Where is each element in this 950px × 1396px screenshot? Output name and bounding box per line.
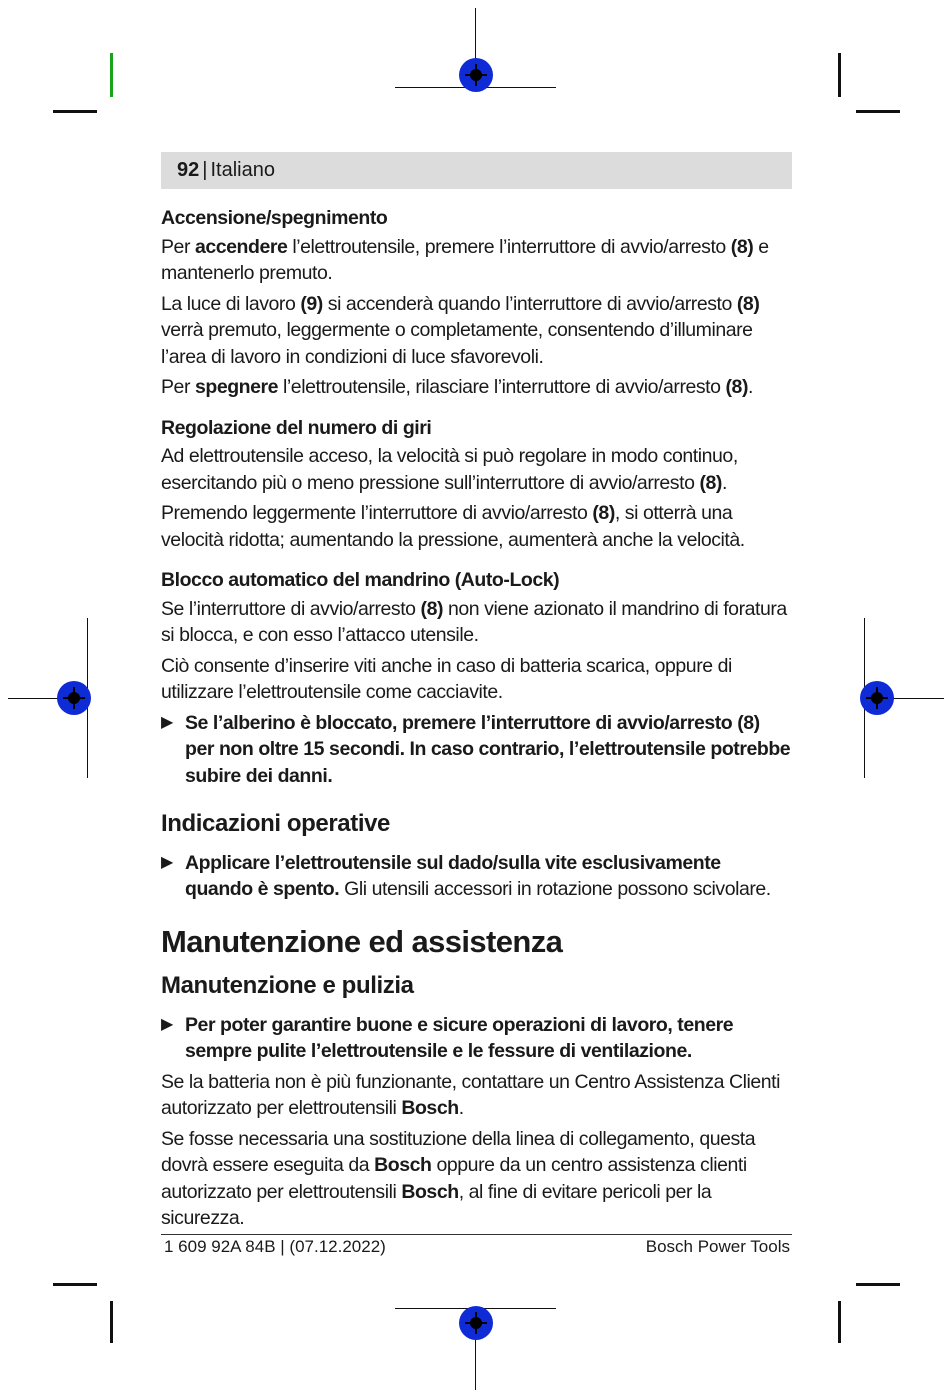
chapter-title-maintenance: Manutenzione ed assistenza xyxy=(161,923,563,959)
crop-mark-bottom-right-vertical xyxy=(838,1301,841,1343)
registration-mark-right-icon xyxy=(860,681,894,715)
crop-mark-bottom-right-horizontal xyxy=(856,1283,900,1286)
bullet-triangle-icon: ▶ xyxy=(161,713,173,731)
paragraph-switch-on: Per accendere l’elettroutensile, premere l’interruttore di avvio/arresto (8) e mantenerlo premuto. xyxy=(161,235,769,284)
page-number: 92 xyxy=(177,159,200,181)
section-title-autolock: Blocco automatico del mandrino (Auto-Lock) xyxy=(161,569,560,591)
bullet-cleaning: ▶ Per poter garantire buone e sicure operazioni di lavoro, tenere sempre pulite l’elettroutensile e le fessure di ventilazione. xyxy=(161,1013,734,1062)
footer-brand: Bosch Power Tools xyxy=(645,1237,790,1256)
paragraph-autolock-2: Ciò consente d’inserire viti anche in caso di batteria scarica, oppure di utilizzare l’elettroutensile come cacciavite. xyxy=(161,654,732,703)
crop-mark-top-left-vertical xyxy=(110,53,113,97)
paragraph-autolock-1: Se l’interruttore di avvio/arresto (8) non viene azionato il mandrino di foratura si blocca, e con esso l’attacco utensile. xyxy=(161,597,787,646)
bullet-operating: ▶ Applicare l’elettroutensile sul dado/sulla vite esclusivamente quando è spento. Gli utensili accessori in rotazione possono scivolare. xyxy=(161,851,771,900)
page-header xyxy=(161,152,792,189)
crop-mark-bottom-left-vertical xyxy=(110,1301,113,1343)
crop-mark-top-right-vertical xyxy=(838,53,841,97)
header-separator: | xyxy=(202,159,208,181)
paragraph-cable-replacement: Se fosse necessaria una sostituzione della linea di collegamento, questa dovrà essere eseguita da Bosch oppure da un centro assistenza clienti autorizzato per elettroutensili Bosch, al fine di evitare pericoli per la sicurezza. xyxy=(161,1127,756,1229)
bullet-triangle-icon: ▶ xyxy=(161,1015,173,1033)
section-title-speed: Regolazione del numero di giri xyxy=(161,416,432,439)
paragraph-speed-2: Premendo leggermente l’interruttore di avvio/arresto (8), si otterrà una velocità ridotta; aumentando la pressione, aumenterà anche la velocità. xyxy=(161,502,745,551)
crop-mark-bottom-left-horizontal xyxy=(53,1283,97,1286)
section-title-operating: Indicazioni operative xyxy=(161,810,390,837)
registration-mark-left-icon xyxy=(57,681,91,715)
bullet-triangle-icon: ▶ xyxy=(161,853,173,871)
warning-autolock: ▶ Se l’alberino è bloccato, premere l’interruttore di avvio/arresto (8) per non oltre 15 secondi. In caso contrario, l’elettroutensile potrebbe subire dei danni. xyxy=(161,711,791,787)
section-title-switch: Accensione/spegnimento xyxy=(161,207,388,229)
section-title-cleaning: Manutenzione e pulizia xyxy=(161,972,414,999)
registration-mark-top-icon xyxy=(459,58,493,92)
registration-mark-bottom-icon xyxy=(459,1306,493,1340)
crop-mark-top-left-horizontal xyxy=(53,110,97,113)
footer-divider xyxy=(161,1234,792,1235)
header-language: Italiano xyxy=(210,159,275,181)
page-content xyxy=(161,205,792,1236)
crop-mark-top-right-horizontal xyxy=(856,110,900,113)
paragraph-work-light: La luce di lavoro (9) si accenderà quando l’interruttore di avvio/arresto (8) verrà premuto, leggermente o completamente, consentendo d’illuminare l’area di lavoro in condizioni di luce sfavorevoli. xyxy=(161,292,760,368)
paragraph-switch-off: Per spegnere l’elettroutensile, rilasciare l’interruttore di avvio/arresto (8). xyxy=(161,376,753,398)
paragraph-battery-service: Se la batteria non è più funzionante, contattare un Centro Assistenza Clienti autorizzato per elettroutensili Bosch. xyxy=(161,1070,781,1119)
paragraph-speed-1: Ad elettroutensile acceso, la velocità si può regolare in modo continuo, esercitando più o meno pressione sull’interruttore di avvio/arresto (8). xyxy=(161,445,738,494)
footer-document-id: 1 609 92A 84B | (07.12.2022) xyxy=(164,1237,386,1256)
